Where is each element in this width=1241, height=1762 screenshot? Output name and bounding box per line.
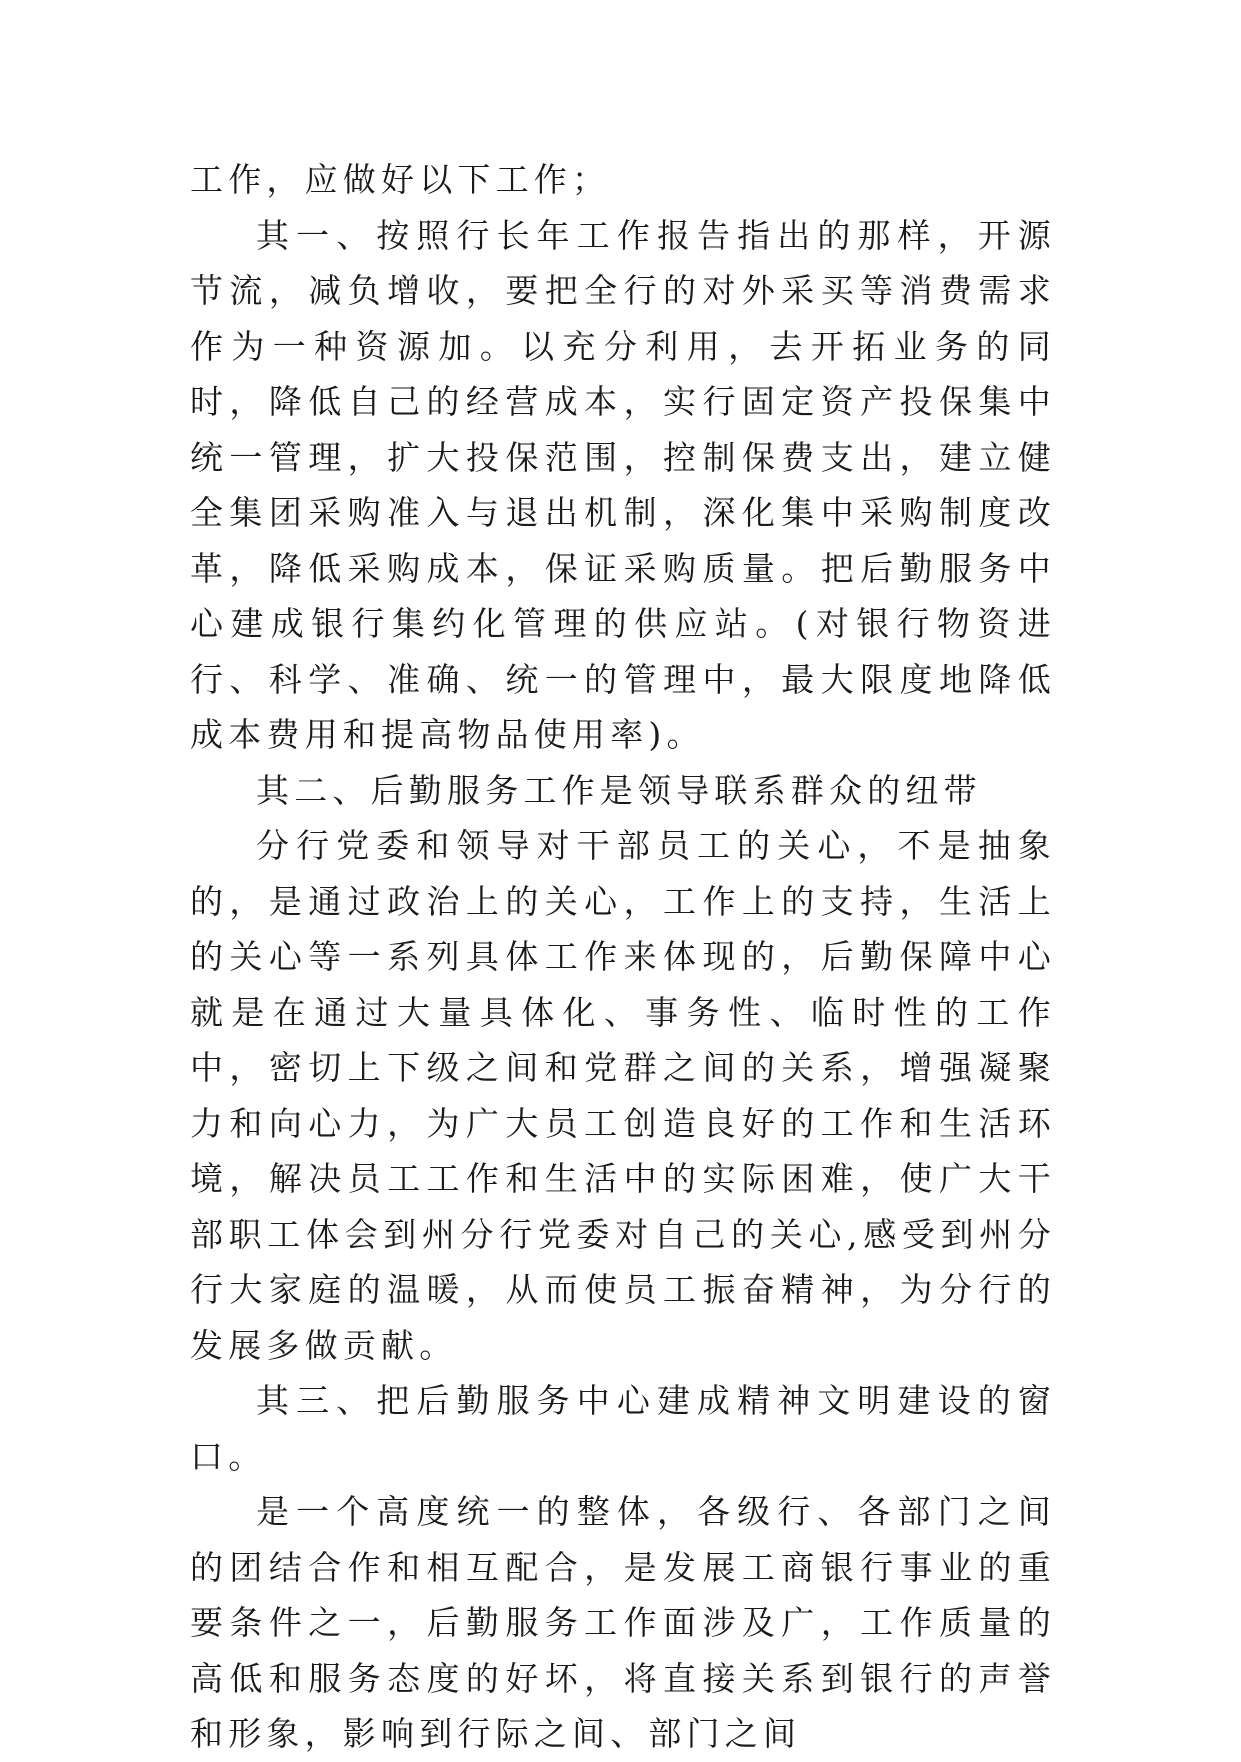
paragraph-continuation: 工作，应做好以下工作； xyxy=(190,160,611,199)
paragraph-point-three-heading: 其三、把后勤服务中心建成精神文明建设的窗口。 xyxy=(190,1381,1056,1476)
paragraph-point-one: 其一、按照行长年工作报告指出的那样，开源节流，减负增收，要把全行的对外采买等消费需求作为一种资源加。以充分利用，去开拓业务的同时，降低自己的经营成本，实行固定资产投保集中统一管理，扩大投保范围，控制保费支出，建立健全集团采购准入与退出机制，深化集中采购制度改革，降低采购成本，保证采购质量。把后勤服务中心建成银行集约化管理的供应站。(对银行物资进行、科学、准确、统一的管理中，最大限度地降低成本费用和提高物品使用率)。 xyxy=(190,215,1056,754)
paragraph-point-three-body: 是一个高度统一的整体，各级行、各部门之间的团结合作和相互配合，是发展工商银行事业的重要条件之一，后勤服务工作面涉及广，工作质量的高低和服务态度的好坏，将直接关系到银行的声誉和形象，影响到行际之间、部门之间 xyxy=(190,1492,1056,1753)
document-page xyxy=(190,152,1056,1762)
paragraph-point-two-heading: 其二、后勤服务工作是领导联系群众的纽带 xyxy=(256,770,982,810)
paragraph-point-two-body: 分行党委和领导对干部员工的关心，不是抽象的，是通过政治上的关心，工作上的支持，生活上的关心等一系列具体工作来体现的，后勤保障中心就是在通过大量具体化、事务性、临时性的工作中，密切上下级之间和党群之间的关系，增强凝聚力和向心力，为广大员工创造良好的工作和生活环境，解决员工工作和生活中的实际困难，使广大干部职工体会到州分行党委对自己的关心,感受到州分行大家庭的温暖，从而使员工振奋精神，为分行的发展多做贡献。 xyxy=(190,826,1056,1365)
